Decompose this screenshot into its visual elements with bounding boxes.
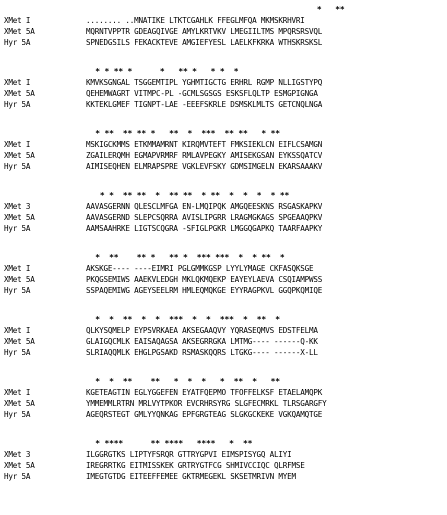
sequence-residues: SPNEDGSILS FEKACKTEVE AMGIEFYESL LAELKFKRKA WTHSKRSKSL (86, 38, 323, 47)
conservation-marks (0, 4, 447, 15)
sequence-row (0, 285, 447, 296)
alignment-block (0, 4, 447, 48)
conservation-line: * * ** ** * * * * ** * ** (86, 377, 280, 386)
sequence-row (0, 347, 447, 358)
sequence-residues: SLRIAQQMLK EHGLPGSAKD RSMASKQQRS LTGKG---- ------X-LL (86, 348, 318, 357)
sequence-row (0, 274, 447, 285)
sequence-label: XMet 5A (4, 337, 35, 346)
conservation-line: * * ** ** * ** ** * ** * * * * ** (86, 191, 290, 200)
sequence-label: XMet I (4, 264, 31, 273)
sequence-label: XMet I (4, 140, 31, 149)
sequence-row (0, 212, 447, 223)
sequence-row (0, 398, 447, 409)
conservation-marks (0, 314, 447, 325)
sequence-row (0, 471, 447, 482)
sequence-label: XMet 5A (4, 461, 35, 470)
sequence-label: XMet I (4, 388, 31, 397)
sequence-label: XMet 5A (4, 89, 35, 98)
alignment-block (0, 128, 447, 172)
sequence-residues: AGEQRSTEGT GMLYYQNKAG EPFGRGTEAG SLGKGCKEKE VGKQAMQTGE (86, 410, 323, 419)
sequence-residues: QLKYSQMELP EYPSVRKAEA AKSEGAAQVY YQRASEQMVS EDSTFELMA (86, 326, 318, 335)
sequence-residues: YMMEMMLRTRN MRLVYTPKOR EVCRHRSYRG SLGFECMRKL TLRSGARGFY (86, 399, 327, 408)
sequence-label: XMet 5A (4, 27, 35, 36)
sequence-label: XMet I (4, 326, 31, 335)
sequence-row (0, 26, 447, 37)
sequence-label: XMet 5A (4, 213, 35, 222)
alignment-block (0, 252, 447, 296)
conservation-marks (0, 376, 447, 387)
sequence-label: Hyr 5A (4, 472, 31, 481)
sequence-row (0, 223, 447, 234)
alignment-block (0, 376, 447, 420)
sequence-row (0, 77, 447, 88)
sequence-residues: AAVASGERNN QLESCLMFGA EN-LMQIPQK AMGQEESKNS RSGASKAPKV (86, 202, 323, 211)
conservation-marks (0, 190, 447, 201)
sequence-residues: SSPAQEMIWG AGEYSEELRM HMLEQMQKGE EYYRAGPKVL GGQPKQMIQE (86, 286, 323, 295)
sequence-label: Hyr 5A (4, 224, 31, 233)
sequence-residues: ILGGRGTKS LIPTYFSRQR GTTRYGPVI EIMSPISYGQ ALIYI (86, 450, 292, 459)
sequence-label: Hyr 5A (4, 410, 31, 419)
sequence-label: XMet 3 (4, 202, 31, 211)
sequence-residues: AIMISEQHEN ELMRAPSPRE VGKLEVFSKY GDMSIMGELN EKARSAAAKV (86, 162, 323, 171)
sequence-row (0, 99, 447, 110)
conservation-marks (0, 438, 447, 449)
sequence-residues: IMEGTGTDG EITEEFFEMEE GKTRMEGEKL SKSETMRIVN MYEM (86, 472, 296, 481)
sequence-row (0, 201, 447, 212)
sequence-row (0, 409, 447, 420)
sequence-label: XMet 5A (4, 275, 35, 284)
sequence-label: Hyr 5A (4, 100, 31, 109)
conservation-line: * ** ** ** * ** * *** ** ** * ** (86, 129, 280, 138)
conservation-line: * ** ** * ** * *** *** * * ** * (86, 253, 285, 262)
sequence-row (0, 449, 447, 460)
sequence-row (0, 139, 447, 150)
sequence-row (0, 150, 447, 161)
conservation-line: * **** ** **** **** * ** (86, 439, 253, 448)
sequence-residues: MQRNTVPPTR GDEAGQIVGE AMYLKRTVKV LMEGIILTMS MPQRSRSVQL (86, 27, 323, 36)
sequence-row (0, 263, 447, 274)
sequence-label: XMet I (4, 16, 31, 25)
conservation-line: * ** (86, 5, 345, 14)
sequence-residues: IREGRRTKG EITMISSKEK GRTRYGTFCG SHMIVCCIQC QLRFMSE (86, 461, 305, 470)
sequence-residues: AKSKGE---- ----EIMRI PGLGMMKGSP LYYLYMAGE CKFASQKSGE (86, 264, 314, 273)
sequence-residues: AAMSAAHRKE LIGTSCQGRA -SFIGLPGKR LMGGQGAPKQ TAARFAAPKY (86, 224, 323, 233)
sequence-label: Hyr 5A (4, 286, 31, 295)
sequence-row (0, 325, 447, 336)
sequence-row (0, 161, 447, 172)
sequence-residues: ZGAILERQMH EGMAPVRMRF RMLAVPEGKY AMISEKGSAN EYKSSQATCV (86, 151, 323, 160)
sequence-row (0, 37, 447, 48)
sequence-label: XMet 5A (4, 151, 35, 160)
conservation-marks (0, 66, 447, 77)
alignment-block (0, 314, 447, 358)
conservation-line: * * ** * * *** * * *** * ** * (86, 315, 280, 324)
sequence-residues: ........ ..MNATIKE LTKTCGAHLK FFEGLMFQA MKMSKRHVRI (86, 16, 305, 25)
sequence-row (0, 387, 447, 398)
sequence-label: Hyr 5A (4, 348, 31, 357)
sequence-row (0, 460, 447, 471)
alignment-block (0, 438, 447, 482)
conservation-marks (0, 252, 447, 263)
sequence-label: Hyr 5A (4, 162, 31, 171)
sequence-label: XMet 3 (4, 450, 31, 459)
conservation-marks (0, 128, 447, 139)
sequence-label: Hyr 5A (4, 38, 31, 47)
sequence-residues: GLAIGQCMLK EAISAQAGSA AKSEGRRGKA LMTMG---- ------Q-KK (86, 337, 318, 346)
sequence-residues: KGETEAGTIN EGLYGGEFEN EYATFQEPMO TFOFFELKSF ETAELAMQPK (86, 388, 323, 397)
sequence-residues: QEHEMWAGRT VITMPC-PL -GCMLSGSGS ESKSFLQLTP ESMGPIGNGA (86, 89, 318, 98)
sequence-row (0, 88, 447, 99)
sequence-residues: AAVASGERND SLEPCSQRRA AVISLIPGRR LRAGMGKAGS SPGEAAQPKV (86, 213, 323, 222)
conservation-line: * * ** * * ** * * * * (86, 67, 239, 76)
sequence-residues: KMVKSGNGAL TSGGEMTIPL YGHMTIGCTG ERHRL RGMP NLLIGSTYPQ (86, 78, 323, 87)
sequence-label: XMet 5A (4, 399, 35, 408)
sequence-row (0, 336, 447, 347)
alignment-block (0, 66, 447, 110)
sequence-label: XMet I (4, 78, 31, 87)
alignment-block (0, 190, 447, 234)
sequence-row (0, 15, 447, 26)
sequence-residues: MSKIGCKMMS ETKMMAMRNT KIRQMVTEFT FMKSIEKLCN EIFLCSAMGN (86, 140, 323, 149)
sequence-residues: KKTEKLGMEF TIGNPT-LAE -EEEFSKRLE DSMSKLMLTS GETCNQLNGA (86, 100, 323, 109)
sequence-residues: PKQGSEMIWS AAEKVLEDGH MKLQKMQEKP EAYEYLAEVA CSQIAMPWSS (86, 275, 323, 284)
